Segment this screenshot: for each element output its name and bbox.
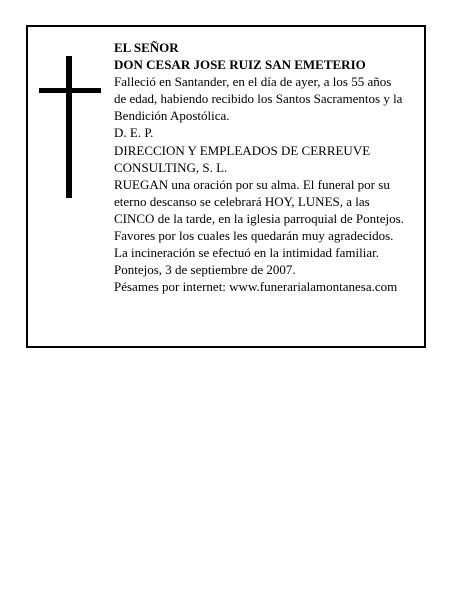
cross-vertical-bar xyxy=(66,56,72,198)
deceased-name: DON CESAR JOSE RUIZ SAN EMETERIO xyxy=(114,57,366,73)
notice-line: Favores por los cuales les quedarán muy agradecidos. xyxy=(114,228,394,244)
notice-line: DIRECCION Y EMPLEADOS DE CERREUVE xyxy=(114,142,371,158)
notice-line: D. E. P. xyxy=(114,125,154,141)
notice-line: Pontejos, 3 de septiembre de 2007. xyxy=(114,262,296,278)
notice-line: eterno descanso se celebrará HOY, LUNES, a las xyxy=(114,193,370,209)
notice-heading: EL SEÑOR xyxy=(114,40,179,55)
notice-line: La incineración se efectuó en la intimidad familiar. xyxy=(114,245,379,261)
notice-text xyxy=(114,39,424,295)
notice-line: RUEGAN una oración por su alma. El funeral por su xyxy=(114,176,390,192)
cross-horizontal-bar xyxy=(39,88,101,93)
notice-line: Falleció en Santander, en el día de ayer, a los 55 años xyxy=(114,74,392,90)
notice-line: Bendición Apostólica. xyxy=(114,108,230,124)
cross-icon xyxy=(39,56,101,198)
notice-line: Pésames por internet: www.funerarialamontanesa.com xyxy=(114,279,398,295)
notice-line: CONSULTING, S. L. xyxy=(114,159,228,175)
notice-line: de edad, habiendo recibido los Santos Sacramentos y la xyxy=(114,91,403,107)
notice-line: CINCO de la tarde, en la iglesia parroquial de Pontejos. xyxy=(114,210,404,226)
obituary-notice xyxy=(26,25,426,348)
